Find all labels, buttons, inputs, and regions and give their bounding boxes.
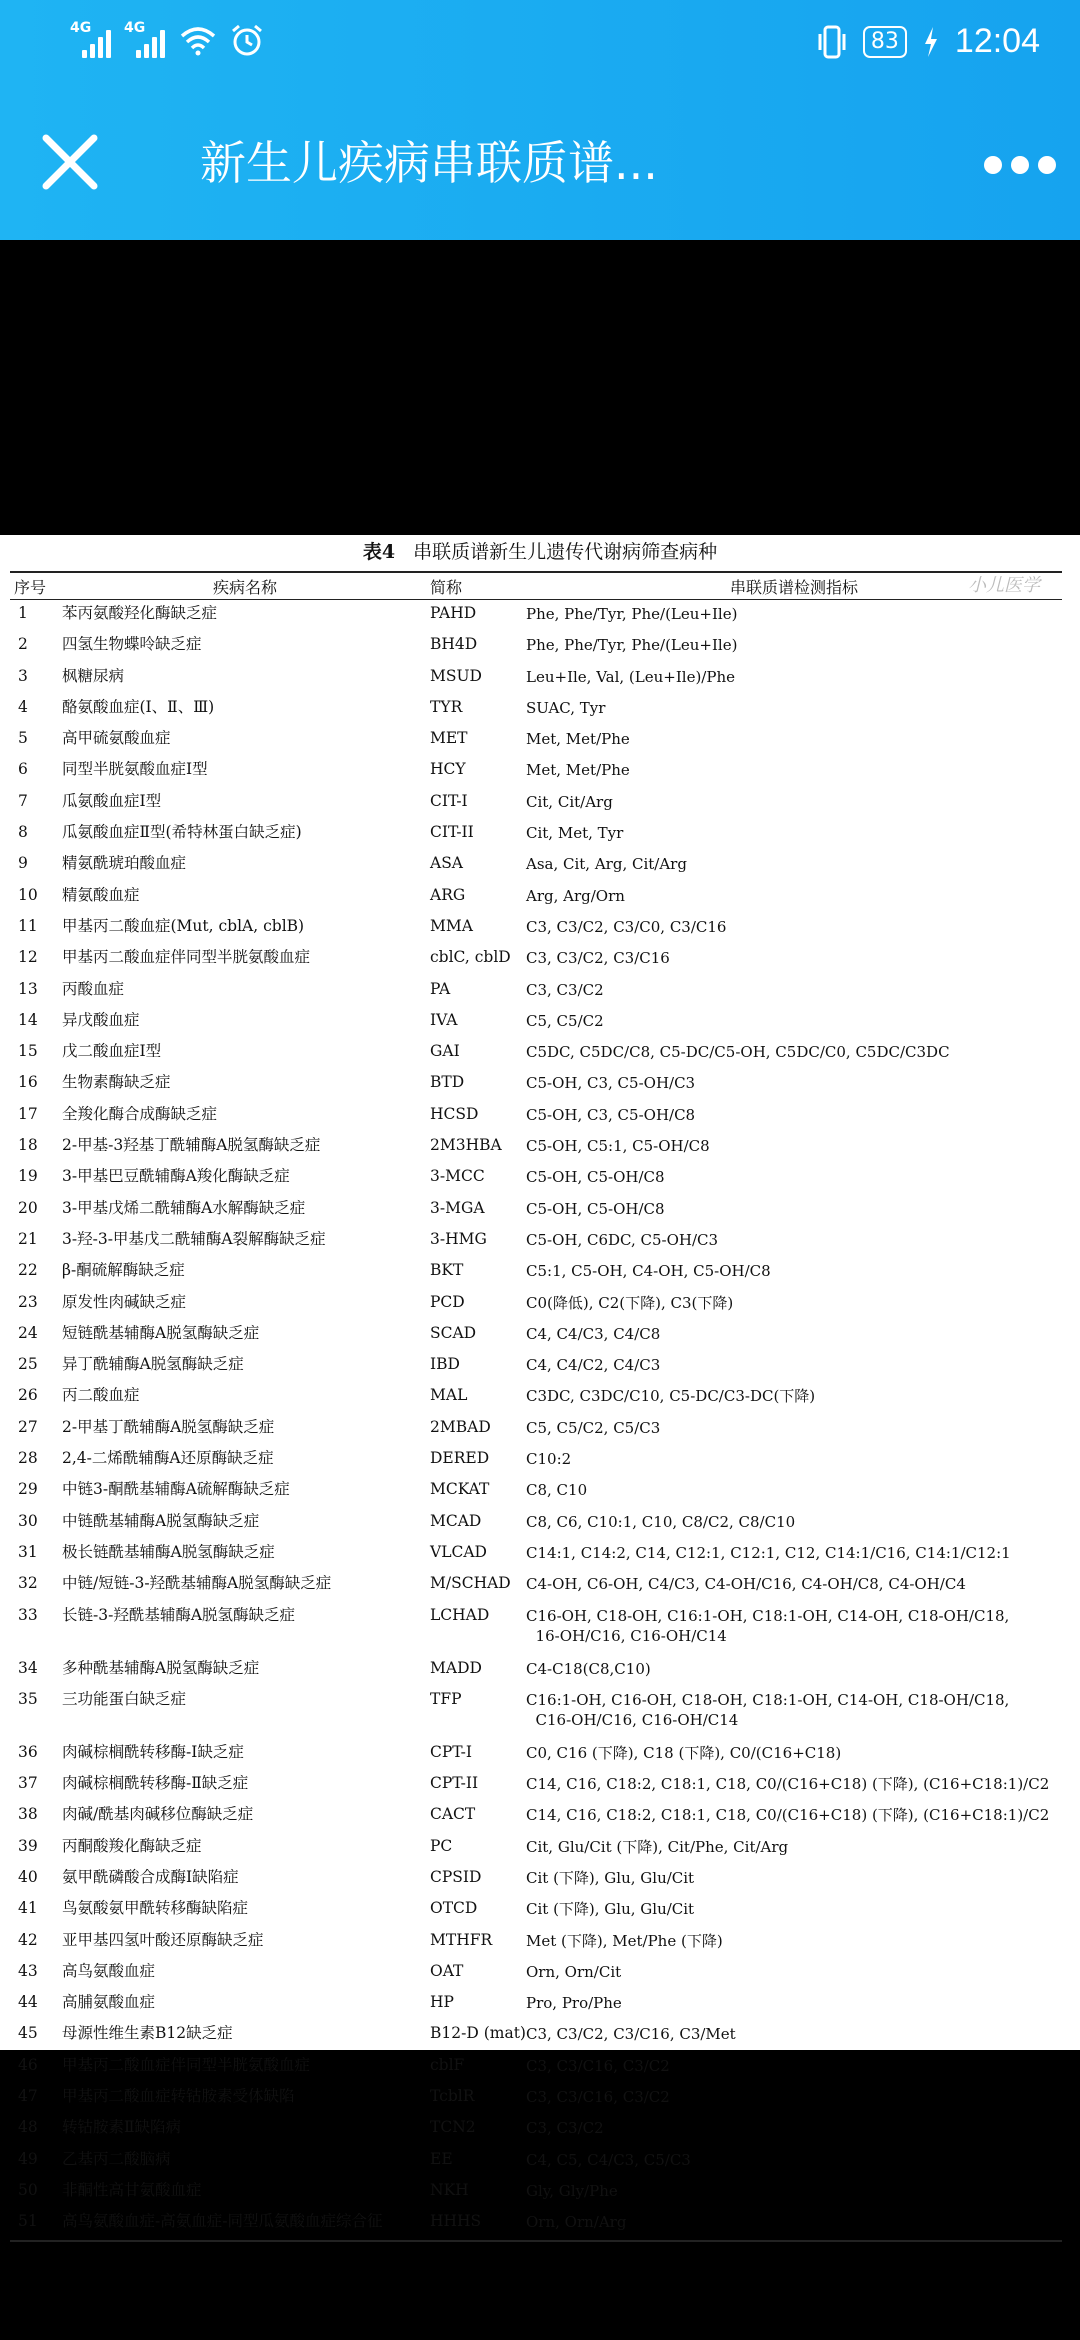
disease-abbr: LCHAD: [430, 1605, 490, 1624]
disease-name: 非酮性高甘氨酸血症: [62, 2180, 202, 2199]
row-number: 16: [18, 1073, 38, 1092]
vibrate-icon: [817, 24, 847, 60]
row-number: 20: [18, 1198, 38, 1217]
disease-name: 肉碱棕榈酰转移酶-Ⅱ缺乏症: [62, 1774, 249, 1793]
watermark: 小儿医学: [968, 575, 1040, 596]
row-number: 2: [18, 635, 28, 654]
table-header-row: [10, 572, 1062, 600]
disease-name: 甲基丙二酸血症转钴胺素受体缺陷: [62, 2087, 295, 2106]
table-row: [10, 1655, 1062, 1686]
table-row: [10, 1414, 1062, 1445]
row-number: 13: [18, 979, 38, 998]
row-number: 33: [18, 1605, 38, 1624]
table-number: 表4: [362, 541, 396, 563]
ms-markers: C8, C10: [526, 1481, 588, 1500]
header-name: 疾病名称: [60, 572, 430, 600]
more-dot: [1038, 156, 1056, 174]
ms-markers: C5-OH, C6DC, C5-OH/C3: [526, 1230, 719, 1249]
disease-abbr: CACT: [430, 1805, 476, 1824]
disease-name: 中链3-酮酰基辅酶A硫解酶缺乏症: [62, 1480, 290, 1499]
alarm-icon: [230, 24, 264, 58]
disease-name: 3-甲基戊烯二酰辅酶A水解酶缺乏症: [62, 1198, 306, 1217]
row-number: 5: [18, 729, 28, 748]
more-dot: [984, 156, 1002, 174]
row-number: 50: [18, 2180, 38, 2199]
disease-abbr: TCN2: [430, 2118, 476, 2137]
disease-name: 氨甲酰磷酸合成酶Ⅰ缺陷症: [62, 1867, 239, 1886]
charging-icon: [923, 27, 939, 57]
disease-name: 中链酰基辅酶A脱氢酶缺乏症: [62, 1511, 260, 1530]
disease-abbr: ARG: [430, 885, 466, 904]
ms-markers: Cit, Cit/Arg: [526, 792, 613, 811]
disease-abbr: cblF: [430, 2055, 465, 2074]
screening-table: [10, 571, 1062, 2242]
row-number: 41: [18, 1899, 38, 1918]
disease-name: 亚甲基四氢叶酸还原酶缺乏症: [62, 1930, 264, 1949]
network-type-label: 4G: [70, 20, 92, 36]
table-row: [10, 663, 1062, 694]
table-row: [10, 2208, 1062, 2240]
table-row: [10, 1770, 1062, 1801]
disease-abbr: MCKAT: [430, 1480, 490, 1499]
disease-abbr: CIT-I: [430, 791, 468, 810]
disease-name: 乙基丙二酸脑病: [62, 2149, 171, 2168]
ms-markers: Cit, Glu/Cit (下降), Cit/Phe, Cit/Arg: [526, 1837, 789, 1856]
ms-markers: C3, C3/C16, C3/C2: [526, 2088, 670, 2107]
table-row: [10, 1739, 1062, 1770]
disease-name: 极长链酰基辅酶A脱氢酶缺乏症: [62, 1542, 275, 1561]
ms-markers: Cit, Met, Tyr: [526, 824, 624, 843]
disease-name: 母源性维生素B12缺乏症: [62, 2024, 233, 2043]
row-number: 30: [18, 1511, 38, 1530]
table-row: [10, 1508, 1062, 1539]
wifi-icon: [180, 26, 216, 56]
ms-markers: C5, C5/C2: [526, 1011, 604, 1030]
disease-name: 甲基丙二酸血症(Mut, cblA, cblB): [62, 916, 305, 935]
table-row: [10, 2083, 1062, 2114]
disease-abbr: MAL: [430, 1386, 468, 1405]
table-row: [10, 600, 1062, 632]
row-number: 19: [18, 1167, 38, 1186]
table-row: [10, 1864, 1062, 1895]
row-number: 36: [18, 1742, 38, 1761]
disease-abbr: HCSD: [430, 1104, 479, 1123]
row-number: 47: [18, 2087, 38, 2106]
ms-markers: C4-C18(C8,C10): [526, 1659, 651, 1678]
table-row: [10, 913, 1062, 944]
disease-name: 丙酸血症: [62, 979, 125, 998]
row-number: 14: [18, 1010, 38, 1029]
ms-markers: C3, C3/C2: [526, 2119, 604, 2138]
disease-name: 高鸟氨酸血症: [62, 1961, 156, 1980]
table-row: [10, 725, 1062, 756]
row-number: 44: [18, 1993, 38, 2012]
disease-name: 3-甲基巴豆酰辅酶A羧化酶缺乏症: [62, 1167, 290, 1186]
disease-name: 瓜氨酸血症Ⅰ型: [62, 791, 162, 810]
disease-abbr: TcblR: [430, 2087, 475, 2106]
row-number: 27: [18, 1417, 38, 1436]
disease-name: 异丁酰辅酶A脱氢酶缺乏症: [62, 1355, 244, 1374]
table-row: [10, 1539, 1062, 1570]
row-number: 34: [18, 1658, 38, 1677]
table-row: [10, 1602, 1062, 1655]
disease-abbr: HCY: [430, 760, 466, 779]
disease-name: 短链酰基辅酶A脱氢酶缺乏症: [62, 1323, 260, 1342]
disease-name: 高鸟氨酸血症-高氨血症-同型瓜氨酸血症综合征: [60, 2208, 430, 2240]
table-row: [10, 2052, 1062, 2083]
table-row: [10, 1351, 1062, 1382]
disease-abbr: B12-D (mat): [430, 2024, 526, 2043]
disease-name: β-酮硫解酶缺乏症: [62, 1261, 185, 1280]
ms-markers: C5-OH, C5-OH/C8: [526, 1199, 665, 1218]
disease-abbr: TYR: [430, 697, 463, 716]
ms-markers: C5-OH, C3, C5-OH/C3: [526, 1074, 696, 1093]
row-number: 1: [18, 604, 28, 622]
row-number: 22: [18, 1261, 38, 1280]
disease-name: 高脯氨酸血症: [62, 1993, 156, 2012]
more-options-button[interactable]: [984, 145, 1056, 185]
ms-markers: C14:1, C14:2, C14, C12:1, C12:1, C12, C14:1/C16, C14:1/C12:1: [526, 1543, 1011, 1562]
disease-name: 异戊酸血症: [62, 1010, 140, 1029]
table-row: [10, 1686, 1062, 1739]
disease-abbr: OTCD: [430, 1899, 478, 1918]
cellular-signal-icon: [70, 20, 112, 58]
clock: 12:04: [954, 22, 1040, 60]
disease-abbr: 2M3HBA: [430, 1136, 502, 1155]
disease-abbr: GAI: [430, 1042, 460, 1061]
disease-name: 同型半胱氨酸血症Ⅰ型: [62, 760, 208, 779]
disease-name: 丙酮酸羧化酶缺乏症: [62, 1836, 202, 1855]
table-row: [10, 1101, 1062, 1132]
row-number: 29: [18, 1480, 38, 1499]
ms-markers: Cit (下降), Glu, Glu/Cit: [526, 1868, 695, 1887]
table-row: [10, 1382, 1062, 1413]
disease-name: 多种酰基辅酶A脱氢酶缺乏症: [62, 1658, 260, 1677]
ms-markers: C16-OH, C18-OH, C16:1-OH, C18:1-OH, C14-OH, C18-OH/C18, 16-OH/C16, C16-OH/C14: [526, 1606, 1010, 1645]
ms-markers: Pro, Pro/Phe: [526, 1994, 622, 2013]
battery-level: 83: [863, 26, 907, 58]
disease-name: 生物素酶缺乏症: [62, 1073, 171, 1092]
table-row: [10, 1445, 1062, 1476]
disease-abbr: EE: [430, 2149, 453, 2168]
table-row: [10, 2146, 1062, 2177]
close-icon[interactable]: [38, 130, 102, 194]
ms-markers: C3DC, C3DC/C10, C5-DC/C3-DC(下降): [526, 1387, 816, 1406]
disease-abbr: 3-MCC: [430, 1167, 485, 1186]
ms-markers: C5-OH, C5:1, C5-OH/C8: [526, 1137, 710, 1156]
disease-name: 丙二酸血症: [62, 1386, 140, 1405]
disease-name: 戊二酸血症Ⅰ型: [62, 1042, 162, 1061]
disease-name: 原发性肉碱缺乏症: [62, 1292, 187, 1311]
table-caption: [0, 535, 1080, 569]
header-abbr: 简称: [430, 572, 526, 600]
table-row: [10, 1989, 1062, 2020]
disease-abbr: TFP: [430, 1689, 462, 1708]
ms-markers: C3, C3/C2, C3/C16, C3/Met: [526, 2025, 736, 2044]
cellular-signal-icon: [124, 20, 166, 58]
disease-abbr: PCD: [430, 1292, 465, 1311]
header-no: 序号: [10, 572, 60, 600]
ms-markers: C4, C5, C4/C3, C5/C3: [526, 2150, 691, 2169]
row-number: 21: [18, 1229, 38, 1248]
ms-markers: C5:1, C5-OH, C4-OH, C5-OH/C8: [526, 1262, 771, 1281]
row-number: 23: [18, 1292, 38, 1311]
row-number: 15: [18, 1042, 38, 1061]
ms-markers: C10:2: [526, 1450, 572, 1469]
table-row: [10, 1927, 1062, 1958]
row-number: 32: [18, 1574, 38, 1593]
disease-abbr: M/SCHAD: [430, 1574, 511, 1593]
disease-name: 精氨酸血症: [62, 885, 140, 904]
disease-abbr: HP: [430, 1993, 454, 2012]
network-type-label: 4G: [124, 20, 146, 36]
row-number: 25: [18, 1355, 38, 1374]
ms-markers: C14, C16, C18:2, C18:1, C18, C0/(C16+C18) (下降), (C16+C18:1)/C2: [526, 1775, 1050, 1794]
table-row: [10, 1895, 1062, 1926]
disease-name: 2,4-二烯酰辅酶A还原酶缺乏症: [62, 1449, 274, 1468]
disease-name: 转钴胺素Ⅱ缺陷病: [62, 2118, 182, 2137]
disease-abbr: HHHS: [430, 2208, 526, 2240]
row-number: 40: [18, 1867, 38, 1886]
disease-abbr: BH4D: [430, 635, 478, 654]
disease-abbr: PA: [430, 979, 451, 998]
ms-markers: C4-OH, C6-OH, C4/C3, C4-OH/C16, C4-OH/C8, C4-OH/C4: [526, 1575, 966, 1594]
status-bar: [0, 0, 1080, 90]
ms-markers: Leu+Ile, Val, (Leu+Ile)/Phe: [526, 667, 735, 686]
table-row: [10, 694, 1062, 725]
disease-abbr: IBD: [430, 1355, 460, 1374]
table-row: [10, 756, 1062, 787]
disease-abbr: PC: [430, 1836, 453, 1855]
disease-abbr: 2MBAD: [430, 1417, 491, 1436]
ms-markers: Gly, Gly/Phe: [526, 2181, 618, 2200]
row-number: 35: [18, 1689, 38, 1708]
row-number: 49: [18, 2149, 38, 2168]
disease-abbr: MCAD: [430, 1511, 482, 1530]
disease-name: 鸟氨酸氨甲酰转移酶缺陷症: [62, 1899, 249, 1918]
table-row: [10, 1257, 1062, 1288]
disease-abbr: CPSID: [430, 1867, 482, 1886]
app-bar: [0, 0, 1080, 240]
table-row: [10, 1038, 1062, 1069]
table-row: [10, 1833, 1062, 1864]
disease-name: 高甲硫氨酸血症: [62, 729, 171, 748]
ms-markers: C3, C3/C2, C3/C0, C3/C16: [526, 917, 727, 936]
row-number: 4: [18, 697, 28, 716]
table-row: [10, 1007, 1062, 1038]
ms-markers: Arg, Arg/Orn: [526, 886, 625, 905]
disease-name: 枫糖尿病: [62, 666, 125, 685]
disease-abbr: MTHFR: [430, 1930, 493, 1949]
disease-abbr: ASA: [430, 854, 464, 873]
row-number: 48: [18, 2118, 38, 2137]
table-row: [10, 788, 1062, 819]
table-row: [10, 1132, 1062, 1163]
ms-markers: C4, C4/C2, C4/C3: [526, 1356, 661, 1375]
table-row: [10, 1289, 1062, 1320]
row-number: 46: [18, 2055, 38, 2074]
row-number: 10: [18, 885, 38, 904]
disease-name: 肉碱棕榈酰转移酶-Ⅰ缺乏症: [62, 1742, 244, 1761]
table-row: [10, 1069, 1062, 1100]
disease-abbr: IVA: [430, 1010, 458, 1029]
table-row: [10, 2020, 1062, 2051]
disease-name: 三功能蛋白缺乏症: [62, 1689, 187, 1708]
table-row: [10, 1801, 1062, 1832]
table-row: [10, 1958, 1062, 1989]
row-number: 26: [18, 1386, 38, 1405]
disease-abbr: MET: [430, 729, 468, 748]
disease-name: 酪氨酸血症(Ⅰ、Ⅱ、Ⅲ): [62, 697, 215, 716]
ms-markers: Met, Met/Phe: [526, 730, 630, 749]
row-number: 51: [10, 2208, 60, 2240]
disease-name: 四氢生物蝶呤缺乏症: [62, 635, 202, 654]
disease-abbr: VLCAD: [430, 1542, 487, 1561]
disease-abbr: SCAD: [430, 1323, 477, 1342]
row-number: 3: [18, 666, 28, 685]
table-row: [10, 2114, 1062, 2145]
table-row: [10, 631, 1062, 662]
disease-name: 甲基丙二酸血症伴同型半胱氨酸血症: [62, 2055, 311, 2074]
row-number: 45: [18, 2024, 38, 2043]
row-number: 24: [18, 1323, 38, 1342]
row-number: 38: [18, 1805, 38, 1824]
table-row: [10, 1226, 1062, 1257]
ms-markers: C3, C3/C2: [526, 980, 604, 999]
ms-markers: C5, C5/C2, C5/C3: [526, 1418, 661, 1437]
disease-abbr: BTD: [430, 1073, 465, 1092]
ms-markers: SUAC, Tyr: [526, 698, 606, 717]
ms-markers: Met (下降), Met/Phe (下降): [526, 1931, 723, 1950]
row-number: 39: [18, 1836, 38, 1855]
row-number: 17: [18, 1104, 38, 1123]
disease-name: 瓜氨酸血症Ⅱ型(希特林蛋白缺乏症): [62, 823, 302, 842]
disease-name: 苯丙氨酸羟化酶缺乏症: [62, 604, 218, 622]
disease-name: 2-甲基丁酰辅酶A脱氢酶缺乏症: [62, 1417, 275, 1436]
ms-markers: C5-OH, C3, C5-OH/C8: [526, 1105, 696, 1124]
ms-markers: Phe, Phe/Tyr, Phe/(Leu+Ile): [526, 636, 738, 655]
table-title: 串联质谱新生儿遗传代谢病筛查病种: [413, 541, 718, 563]
disease-name: 精氨酰琥珀酸血症: [62, 854, 187, 873]
disease-abbr: cblC, cblD: [430, 948, 511, 967]
more-dot: [1011, 156, 1029, 174]
ms-markers: C4, C4/C3, C4/C8: [526, 1324, 661, 1343]
table-row: [10, 1570, 1062, 1601]
disease-abbr: CPT-II: [430, 1774, 479, 1793]
disease-abbr: PAHD: [430, 604, 477, 622]
table-row: [10, 1163, 1062, 1194]
disease-name: 长链-3-羟酰基辅酶A脱氢酶缺乏症: [62, 1605, 296, 1624]
ms-markers: Orn, Orn/Cit: [526, 1962, 622, 1981]
disease-abbr: MMA: [430, 916, 473, 935]
ms-markers: Phe, Phe/Tyr, Phe/(Leu+Ile): [526, 605, 738, 623]
ms-markers: C16:1-OH, C16-OH, C18-OH, C18:1-OH, C14-OH, C18-OH/C18, C16-OH/C16, C16-OH/C14: [526, 1690, 1010, 1730]
disease-abbr: OAT: [430, 1961, 464, 1980]
disease-abbr: BKT: [430, 1261, 464, 1280]
disease-name: 甲基丙二酸血症伴同型半胱氨酸血症: [62, 948, 311, 967]
table-row: [10, 2177, 1062, 2208]
disease-name: 2-甲基-3羟基丁酰辅酶A脱氢酶缺乏症: [62, 1136, 321, 1155]
ms-markers: C3, C3/C2, C3/C16: [526, 949, 670, 968]
disease-abbr: MADD: [430, 1658, 482, 1677]
ms-markers: C5DC, C5DC/C8, C5-DC/C5-OH, C5DC/C0, C5DC/C3DC: [526, 1043, 950, 1062]
disease-abbr: 3-HMG: [430, 1229, 487, 1248]
row-number: 6: [18, 760, 28, 779]
row-number: 12: [18, 948, 38, 967]
table-row: [10, 976, 1062, 1007]
ms-markers: C8, C6, C10:1, C10, C8/C2, C8/C10: [526, 1512, 796, 1531]
disease-name: 3-羟-3-甲基戊二酰辅酶A裂解酶缺乏症: [62, 1229, 326, 1248]
disease-name: 全羧化酶合成酶缺乏症: [62, 1104, 218, 1123]
row-number: 11: [18, 916, 38, 935]
document-image: [0, 535, 1080, 2232]
ms-markers: C14, C16, C18:2, C18:1, C18, C0/(C16+C18) (下降), (C16+C18:1)/C2: [526, 1806, 1050, 1825]
table-row: [10, 850, 1062, 881]
disease-abbr: CPT-I: [430, 1742, 472, 1761]
disease-abbr: CIT-II: [430, 823, 474, 842]
ms-markers: C5-OH, C5-OH/C8: [526, 1168, 665, 1187]
row-number: 42: [18, 1930, 38, 1949]
table-row: [10, 882, 1062, 913]
row-number: 9: [18, 854, 28, 873]
row-number: 31: [18, 1542, 38, 1561]
ms-markers: C0, C16 (下降), C18 (下降), C0/(C16+C18): [526, 1743, 842, 1762]
table-row: [10, 1320, 1062, 1351]
row-number: 37: [18, 1774, 38, 1793]
row-number: 28: [18, 1449, 38, 1468]
disease-abbr: DERED: [430, 1449, 490, 1468]
header-markers: 串联质谱检测指标: [526, 572, 1062, 600]
table-row: [10, 1195, 1062, 1226]
ms-markers: Orn, Orn/Arg: [526, 2208, 1062, 2240]
table-row: [10, 1476, 1062, 1507]
ms-markers: Asa, Cit, Arg, Cit/Arg: [526, 855, 687, 874]
ms-markers: Met, Met/Phe: [526, 761, 630, 780]
row-number: 7: [18, 791, 28, 810]
ms-markers: Cit (下降), Glu, Glu/Cit: [526, 1900, 695, 1919]
table-row: [10, 944, 1062, 975]
ms-markers: C0(降低), C2(下降), C3(下降): [526, 1293, 734, 1312]
row-number: 18: [18, 1136, 38, 1155]
disease-name: 肉碱/酰基肉碱移位酶缺乏症: [62, 1805, 254, 1824]
page-title: 新生儿疾病串联质谱...: [200, 136, 658, 190]
disease-abbr: 3-MGA: [430, 1198, 485, 1217]
disease-abbr: NKH: [430, 2180, 469, 2199]
ms-markers: C3, C3/C16, C3/C2: [526, 2056, 670, 2075]
table-row: [10, 819, 1062, 850]
disease-abbr: MSUD: [430, 666, 482, 685]
disease-name: 中链/短链-3-羟酰基辅酶A脱氢酶缺乏症: [62, 1574, 332, 1593]
row-number: 8: [18, 823, 28, 842]
row-number: 43: [18, 1961, 38, 1980]
